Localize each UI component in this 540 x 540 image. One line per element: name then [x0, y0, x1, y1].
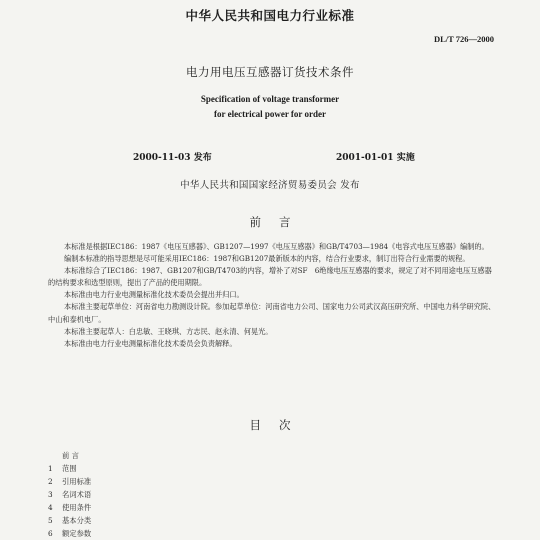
preface-paragraph: 本标准由电力行业电测量标准化技术委员会负责解释。 [64, 338, 237, 348]
toc-item[interactable] [48, 501, 91, 514]
toc-item-label: 名词术语 [62, 490, 92, 499]
toc-item[interactable] [48, 527, 91, 540]
preface-paragraph: 本标准主要起草人：白忠敏、王晓琪、方志民、赵永清、何晃光。 [64, 326, 273, 336]
toc-item-number: 5 [48, 516, 53, 525]
title-en-line-2: for electrical power for order [214, 109, 326, 119]
preface-paragraph: 本标准综合了IEC186：1987、GB1207和GB/T4703的内容，增补了对SF 6绝缘电压互感器的要求，规定了对不同用途电压互感器的结构要求和选型原则，提出了产品的使用期限。 [48, 266, 492, 288]
title-en-line-1: Specification of voltage transformer [200, 94, 340, 104]
document-title-en [0, 92, 540, 122]
toc-item-number: 2 [48, 477, 53, 486]
preface-paragraph: 本标准由电力行业电测量标准化技术委员会提出并归口。 [64, 290, 244, 300]
preface-heading: 前言 [249, 215, 309, 229]
issuing-authority: 中华人民共和国国家经济贸易委员会 发布 [180, 180, 360, 191]
toc-item-number: 4 [48, 503, 53, 512]
toc-item-label: 使用条件 [62, 503, 92, 512]
issue-date: 2000-11-03 发布 [133, 153, 212, 163]
toc-item-number: 6 [48, 529, 53, 538]
effective-date: 2001-01-01 实施 [336, 153, 415, 163]
preface-paragraph: 本标准是根据IEC186：1987《电压互感器》、GB1207—1997《电压互感器》和GB/T4703—1984《电容式电压互感器》编制的。 [64, 242, 489, 251]
standard-number: DL/T 726—2000 [433, 34, 494, 44]
toc-item[interactable] [48, 462, 91, 475]
toc-item-label: 前 言 [62, 451, 79, 460]
toc-item[interactable] [48, 514, 91, 527]
org-title: 中华人民共和国电力行业标准 [185, 8, 355, 23]
preface-paragraph: 本标准主要起草单位：河南省电力勘测设计院。参加起草单位：河南省电力公司、国家电力公司武汉高压研究所、中国电力科学研究院、中山和泰机电厂。 [48, 302, 496, 324]
preface-body [48, 241, 496, 350]
document-title-cn: 电力用电压互感器订货技术条件 [186, 65, 354, 79]
preface-paragraph: 编制本标准的指导思想是尽可能采用IEC186：1987和GB1207最新版本的内容，结合行业要求，制订出符合行业需要的规程。 [64, 254, 470, 264]
toc-item-label: 基本分类 [62, 516, 92, 525]
toc-item[interactable] [48, 475, 91, 488]
toc-item-label: 额定参数 [62, 529, 92, 538]
toc-item[interactable] [48, 449, 91, 462]
toc-item-number: 3 [48, 490, 53, 499]
toc-item-label: 范围 [62, 464, 77, 473]
toc-item-label: 引用标准 [62, 477, 92, 486]
toc-item-number: 1 [48, 464, 53, 473]
table-of-contents [48, 449, 91, 540]
toc-item[interactable] [48, 488, 91, 501]
toc-heading: 目次 [249, 418, 309, 432]
